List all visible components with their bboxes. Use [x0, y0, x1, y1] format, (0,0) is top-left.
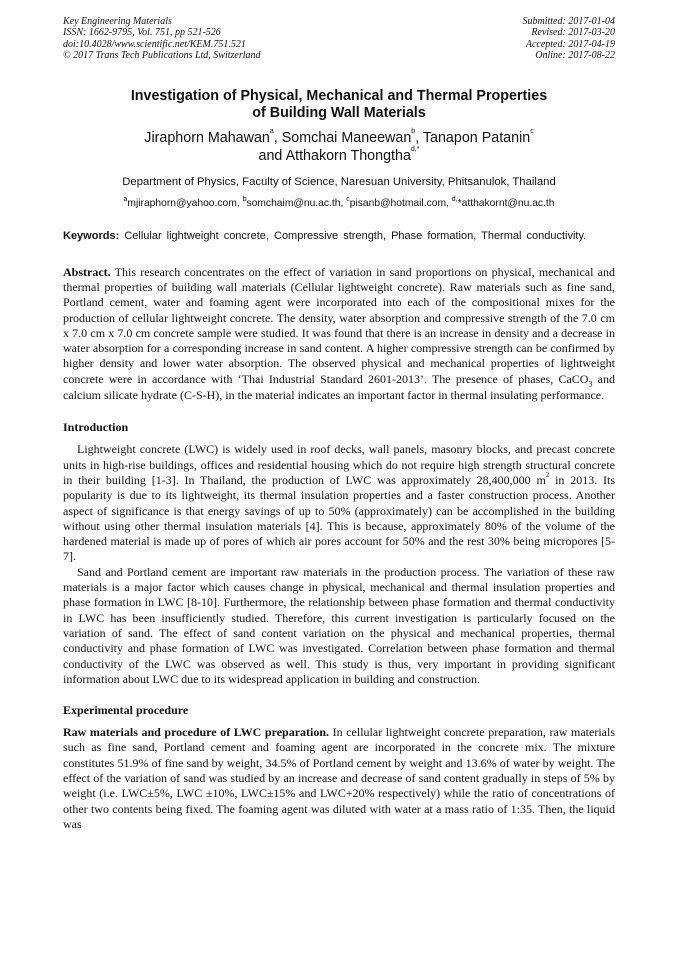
- experimental-lead: Raw materials and procedure of LWC preparation.: [63, 725, 330, 740]
- author-name: Jiraphorn Mahawan: [144, 129, 270, 146]
- experimental-paragraph: [63, 725, 615, 832]
- journal-info: [63, 16, 261, 62]
- author-name: Tanapon Patanin: [422, 129, 531, 146]
- author-superscript: b: [411, 127, 416, 135]
- abstract-text-b: and calcium silicate hydrate (C-S-H), in the material indicates an important factor in thermal insulating performance.: [63, 371, 615, 403]
- author-superscript: d,*: [410, 146, 420, 154]
- intro-text-a: Lightweight concrete (LWC) is widely used in roof decks, wall panels, masonry blocks, and precast concrete units in high-rise buildings, offices and residential housing which do not require high strength structural concrete in their building [1-3]. In Thailand, the production of LWC was approximately 28,400,000 m: [63, 442, 615, 487]
- email-superscript: c: [346, 195, 350, 203]
- experimental-text: In cellular lightweight concrete preparation, raw materials such as fine sand, Portland cement and foaming agent are incorporated in the concrete mix. The mixture constitutes 51.9% of fine sand by weight, 34.5% of Portland cement by weight and 13.6% of water by weight. The effect of the variation of sand was studied by an increase and decrease of sand content gradually in steps of 5% by weight (i.e. LWC±5%, LWC ±10%, LWC±15% and LWC+20% respectively) while the ratio of concentrations of other two contents being fixed. The foaming agent was diluted with water at a mass ratio of 1:35. Then, the liquid was: [63, 725, 616, 831]
- author-name: Somchai Maneewan: [281, 129, 412, 146]
- intro-superscript: 2: [545, 470, 550, 479]
- journal-name: Key Engineering Materials: [63, 16, 172, 27]
- authors-line-2: [63, 147, 615, 166]
- journal-header: [63, 16, 615, 62]
- email-link[interactable]: mjiraphorn@yahoo.com,: [127, 197, 240, 209]
- title-line-2: of Building Wall Materials: [252, 105, 426, 122]
- author-conjunction: and: [258, 148, 283, 165]
- authors-line-1: Jiraphorn Mahawan$^a$, Somchai Maneewan$^b$, Tanapon Patanin$^c$: [144, 127, 534, 146]
- paper-title: [63, 88, 615, 123]
- date-submitted: Submitted: 2017-01-04: [522, 16, 615, 27]
- title-line-1: Investigation of Physical, Mechanical and Thermal Properties: [130, 87, 548, 104]
- journal-issn: ISSN: 1662-9795, Vol. 751, pp 521-526: [63, 27, 221, 39]
- journal-doi: doi:10.4028/www.scientific.net/KEM.751.521: [63, 38, 246, 50]
- keywords: [63, 229, 615, 243]
- abstract-text-a: This research concentrates on the effect of variation in sand proportions on physical, mechanical and thermal properties of building wall materials (Cellular lightweight concrete). Raw materials such as fine sand, Portland cement, water and foaming agent were incorporated into each of the compositional mixes for the production of cellular lightweight concrete. The density, water absorption and compressive strength of the 7.0 cm x 7.0 cm x 7.0 cm concrete sample were studied. It was found that there is an increase in density and a decrease in water absorption for a corresponding increase in sand content. A higher compressive strength can be confirmed by higher density and lower water absorption. The observed physical and mechanical properties of lightweight concrete were in accordance with ‘Thai Industrial Standard 2601-2013’. The presence of phases, CaCO: [63, 264, 615, 386]
- author-emails: [63, 197, 615, 210]
- keywords-label: Keywords:: [63, 229, 120, 242]
- introduction-paragraph-2: Sand and Portland cement are important raw materials in the production process. The variation of these raw materials is a major factor which causes change in physical, mechanical and thermal insulation properties and phase formation in LWC [8-10]. Furthermore, the relationship between phase formation and thermal conductivity in LWC has been insufficiently studied. Therefore, this current investigation is particularly focused on the variation of sand. The effect of sand content variation on the physical and mechanical properties, thermal conductivity and phase formation of LWC was investigated. Correlation between phase formation and thermal conductivity of the LWC was observed as well. This study is thus, very important in providing significant information about LWC due to its widespread application in building and construction.: [63, 564, 615, 686]
- affiliation: Department of Physics, Faculty of Science, Naresuan University, Phitsanulok, Thailand: [122, 175, 556, 188]
- date-online: Online: 2017-08-22: [535, 50, 615, 62]
- email-link[interactable]: pisanb@hotmail.com,: [349, 197, 449, 209]
- publication-dates: [523, 16, 616, 62]
- introduction-heading: Introduction: [63, 420, 129, 435]
- email-link[interactable]: *atthakornt@nu.ac.th: [457, 197, 555, 209]
- email-superscript: a: [123, 195, 128, 203]
- keywords-text: Cellular lightweight concrete, Compressive strength, Phase formation, Thermal conductivity.: [124, 229, 587, 242]
- email-superscript: b: [242, 195, 247, 203]
- date-accepted: Accepted: 2017-04-19: [525, 38, 615, 50]
- abstract-subscript: 3: [588, 379, 593, 389]
- abstract-label: Abstract.: [63, 264, 111, 279]
- intro-text-b: in 2013. Its popularity is due to its lightweight, its thermal insulation properties and a faster construction process. Another aspect of significance is that energy savings of up to 50% (approximately) can be accomplished in the building without using other thermal insulation materials [4]. This is because, approximately 80% of the volume of the hardened material is made up of pores of which air pores account for 50% and the rest 30% being micropores [5-7].: [63, 472, 615, 564]
- introduction-paragraph-1: [63, 442, 615, 564]
- author-superscript: c: [530, 127, 534, 135]
- date-revised: Revised: 2017-03-20: [531, 27, 615, 39]
- author-name: Atthakorn Thongtha: [285, 148, 411, 165]
- author-superscript: a: [269, 127, 274, 135]
- abstract: [63, 265, 615, 404]
- journal-copyright: © 2017 Trans Tech Publications Ltd, Switzerland: [63, 50, 261, 62]
- email-link[interactable]: somchaim@nu.ac.th,: [246, 197, 344, 209]
- email-superscript: d,: [451, 195, 458, 203]
- author-list: [63, 129, 615, 166]
- experimental-heading: Experimental procedure: [63, 703, 189, 718]
